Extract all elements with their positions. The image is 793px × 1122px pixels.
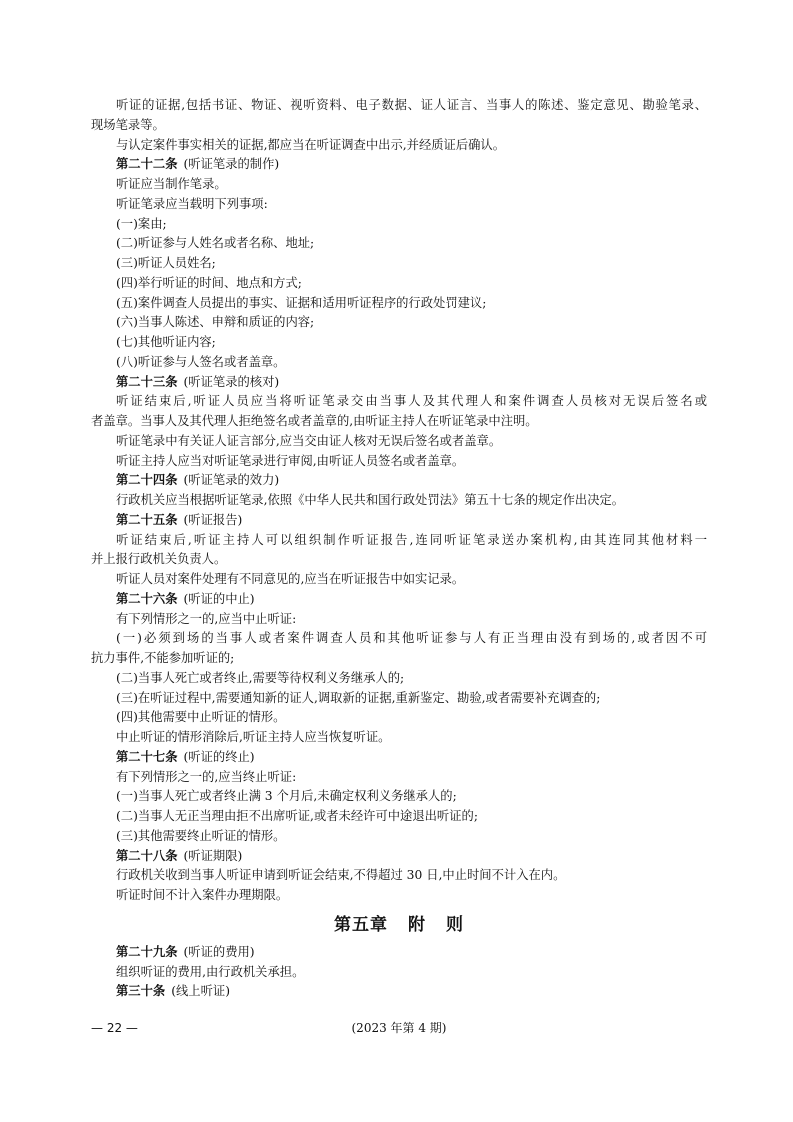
article-number: 第二十三条 (116, 374, 178, 389)
chapter-title-char: 则 (446, 914, 464, 935)
paragraph-line: 听证主持人应当对听证笔录进行审阅,由听证人员签名或者盖章。 (116, 453, 465, 468)
paragraph-line: 与认定案件事实相关的证据,都应当在听证调查中出示,并经质证后确认。 (116, 137, 506, 152)
list-item: (三)在听证过程中,需要通知新的证人,调取新的证据,重新鉴定、勘验,或者需要补充调查的; (116, 690, 601, 705)
list-item: (三)听证人员姓名; (116, 256, 216, 270)
issue-label: (2023 年第 4 期) (351, 1021, 447, 1035)
list-item: (一)必须到场的当事人或者案件调查人员和其他听证参与人有正当理由没有到场的,或者因不可 (116, 631, 707, 646)
paragraph-line: 行政机关收到当事人听证申请到听证会结束,不得超过 30 日,中止时间不计入在内。 (116, 868, 566, 883)
paragraph-line: 组织听证的费用,由行政机关承担。 (116, 964, 305, 979)
list-item: (四)举行听证的时间、地点和方式; (116, 275, 302, 290)
list-item: (八)听证参与人签名或者盖章。 (116, 354, 286, 369)
article-title: (听证笔录的制作) (183, 157, 280, 172)
article-number: 第二十七条 (116, 749, 178, 764)
article-heading-29 (91, 943, 707, 963)
article-heading-30 (91, 982, 707, 1002)
article-number: 第二十九条 (116, 944, 178, 959)
paragraph-line: 行政机关应当根据听证笔录,依照《中华人民共和国行政处罚法》第五十七条的规定作出决定。 (116, 493, 625, 507)
page-footer (91, 1018, 707, 1038)
list-item: 抗力事件,不能参加听证的; (91, 651, 235, 665)
document-body (91, 96, 707, 1002)
paragraph-line: 中止听证的情形消除后,听证主持人应当恢复听证。 (116, 730, 391, 744)
article-number: 第三十条 (116, 984, 166, 999)
paragraph-line: 有下列情形之一的,应当中止听证: (116, 611, 297, 626)
paragraph-line: 听证笔录应当载明下列事项: (116, 196, 268, 211)
article-heading-25 (91, 511, 707, 531)
article-title: (听证报告) (183, 512, 243, 527)
paragraph-line: 有下列情形之一的,应当终止听证: (116, 769, 297, 784)
article-title: (听证笔录的效力) (183, 473, 280, 488)
chapter-heading (91, 910, 707, 940)
list-item: (七)其他听证内容; (116, 335, 216, 349)
list-item: (五)案件调查人员提出的事实、证据和适用听证程序的行政处罚建议; (116, 295, 487, 310)
list-item: (一)当事人死亡或者终止满 3 个月后,未确定权利义务继承人的; (116, 789, 457, 804)
list-item: (二)当事人死亡或者终止,需要等待权利义务继承人的; (116, 670, 405, 685)
article-heading-24 (91, 471, 707, 491)
list-item: (六)当事人陈述、申辩和质证的内容; (116, 315, 315, 330)
paragraph-line: 听证人员对案件处理有不同意见的,应当在听证报告中如实记录。 (116, 572, 465, 586)
list-item: (四)其他需要中止听证的情形。 (116, 710, 286, 725)
article-number: 第二十八条 (116, 848, 178, 863)
chapter-title-char: 附 (408, 914, 426, 935)
list-item: (二)当事人无正当理由拒不出席听证,或者未经许可中途退出听证的; (116, 809, 478, 823)
paragraph-line: 听证时间不计入案件办理期限。 (116, 888, 289, 902)
article-heading-22 (91, 155, 707, 175)
paragraph-line: 并上报行政机关负责人。 (91, 552, 227, 567)
paragraph-line: 听证笔录中有关证人证言部分,应当交由证人核对无误后签名或者盖章。 (116, 433, 502, 448)
article-heading-28 (91, 847, 707, 867)
article-heading-27 (91, 748, 707, 768)
article-title: (听证期限) (183, 848, 243, 863)
article-number: 第二十二条 (116, 157, 178, 172)
chapter-number: 第五章 (334, 914, 388, 935)
list-item: (三)其他需要终止听证的情形。 (116, 828, 286, 843)
article-number: 第二十五条 (116, 512, 178, 527)
article-number: 第二十四条 (116, 473, 178, 488)
paragraph-line: 听证的证据,包括书证、物证、视听资料、电子数据、证人证言、当事人的陈述、鉴定意见、勘验笔录、 (116, 98, 707, 112)
article-title: (线上听证) (171, 984, 230, 999)
article-title: (听证的费用) (183, 944, 255, 959)
article-heading-26 (91, 590, 707, 610)
paragraph-line: 听证应当制作笔录。 (116, 177, 227, 191)
paragraph-line: 现场笔录等。 (91, 117, 165, 132)
article-title: (听证的终止) (183, 749, 255, 764)
article-title: (听证的中止) (183, 591, 255, 606)
paragraph-line: 听证结束后,听证主持人可以组织制作听证报告,连同听证笔录送办案机构,由其连同其他材料一 (116, 532, 707, 547)
page-number: — 22 — (91, 1021, 138, 1035)
list-item: (一)案由; (116, 216, 167, 231)
article-heading-23 (91, 373, 707, 393)
article-title: (听证笔录的核对) (183, 374, 280, 389)
paragraph-line: 者盖章。当事人及其代理人拒绝签名或者盖章的,由听证主持人在听证笔录中注明。 (91, 414, 538, 428)
paragraph-line: 听证结束后,听证人员应当将听证笔录交由当事人及其代理人和案件调查人员核对无误后签名或 (116, 394, 707, 409)
list-item: (二)听证参与人姓名或者名称、地址; (116, 236, 315, 251)
article-number: 第二十六条 (116, 591, 178, 606)
